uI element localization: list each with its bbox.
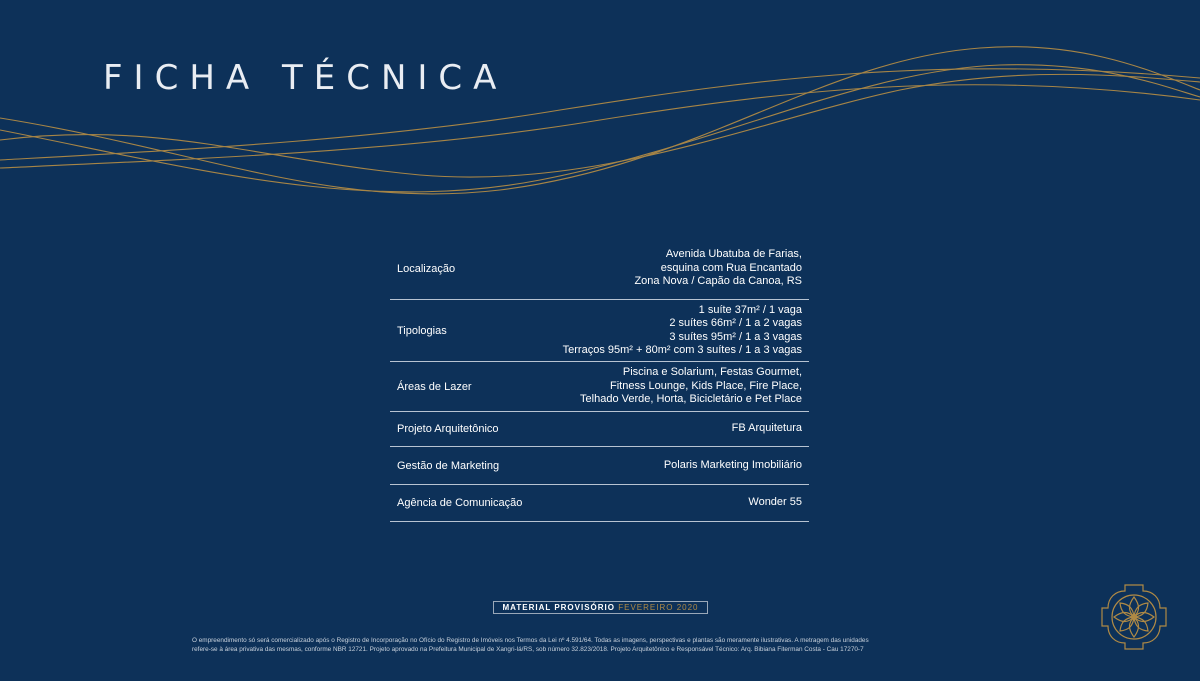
spec-value-line: 1 suíte 37m² / 1 vaga	[698, 303, 802, 316]
spec-value-line: 3 suítes 95m² / 1 a 3 vagas	[669, 330, 802, 343]
spec-value-line: 2 suítes 66m² / 1 a 2 vagas	[669, 317, 802, 329]
gold-wave-lines	[0, 0, 1200, 240]
spec-label: Agência de Comunicação	[397, 497, 523, 509]
spec-value-line: FB Arquitetura	[731, 422, 802, 435]
spec-value	[472, 366, 802, 407]
spec-value	[499, 459, 802, 473]
spec-row-agencia-de-comunicacao	[390, 485, 809, 522]
spec-row-projeto-arquitetonico	[390, 412, 809, 447]
spec-label: Projeto Arquitetônico	[397, 423, 499, 435]
spec-value-line: Telhado Verde, Horta, Bicicletário e Pet Place	[580, 393, 802, 406]
spec-value-line: Wonder 55	[748, 496, 802, 509]
flower-emblem-icon	[1098, 581, 1170, 653]
spec-label: Gestão de Marketing	[397, 459, 500, 472]
spec-label: Tipologias	[397, 324, 447, 337]
spec-value	[522, 496, 802, 510]
spec-table	[390, 238, 809, 522]
spec-label: Localização	[397, 262, 456, 275]
badge-date-text: FEVEREIRO 2020	[618, 603, 699, 612]
spec-value-line: Terraços 95m² + 80m² com 3 suítes / 1 a 3 vagas	[562, 344, 802, 356]
spec-label: Áreas de Lazer	[397, 380, 472, 393]
spec-value	[447, 304, 802, 358]
spec-value-line: Avenida Ubatuba de Farias,	[665, 248, 802, 261]
spec-row-gestao-de-marketing	[390, 447, 809, 485]
spec-value-line: Polaris Marketing Imobiliário	[663, 458, 802, 471]
spec-value-line: Zona Nova / Capão da Canoa, RS	[634, 275, 802, 288]
spec-value-line: Fitness Lounge, Kids Place, Fire Place,	[610, 379, 802, 392]
spec-value	[499, 422, 802, 436]
spec-value-line: esquina com Rua Encantado	[660, 261, 802, 274]
spec-row-areas-de-lazer	[390, 362, 809, 412]
spec-value	[455, 248, 802, 289]
spec-row-tipologias	[390, 300, 809, 362]
legal-disclaimer	[192, 636, 1012, 654]
spec-row-localizacao	[390, 238, 809, 300]
provisional-material-badge	[493, 601, 708, 614]
disclaimer-line: O empreendimento só será comercializado após o Registro de Incorporação no Ofício do Registro de Imóveis nos Termos da Lei nº 4.591/64. Todas as imagens, perspectivas e plantas são meramente ilustrativas. A metragem das unidades	[192, 637, 869, 644]
disclaimer-line: refere-se à área privativa das mesmas, conforme NBR 12721. Projeto aprovado na Prefeitura Municipal de Xangri-lá/RS, sob número 32.823/2018. Projeto Arquitetônico e Responsável Técnico: Arq. Bibiana Fiterman Costa - Cau 17270-7	[192, 646, 864, 653]
spec-value-line: Piscina e Solarium, Festas Gourmet,	[622, 366, 802, 379]
badge-strong-text: MATERIAL PROVISÓRIO	[502, 603, 615, 612]
page-title: FICHA TÉCNICA	[103, 58, 508, 98]
